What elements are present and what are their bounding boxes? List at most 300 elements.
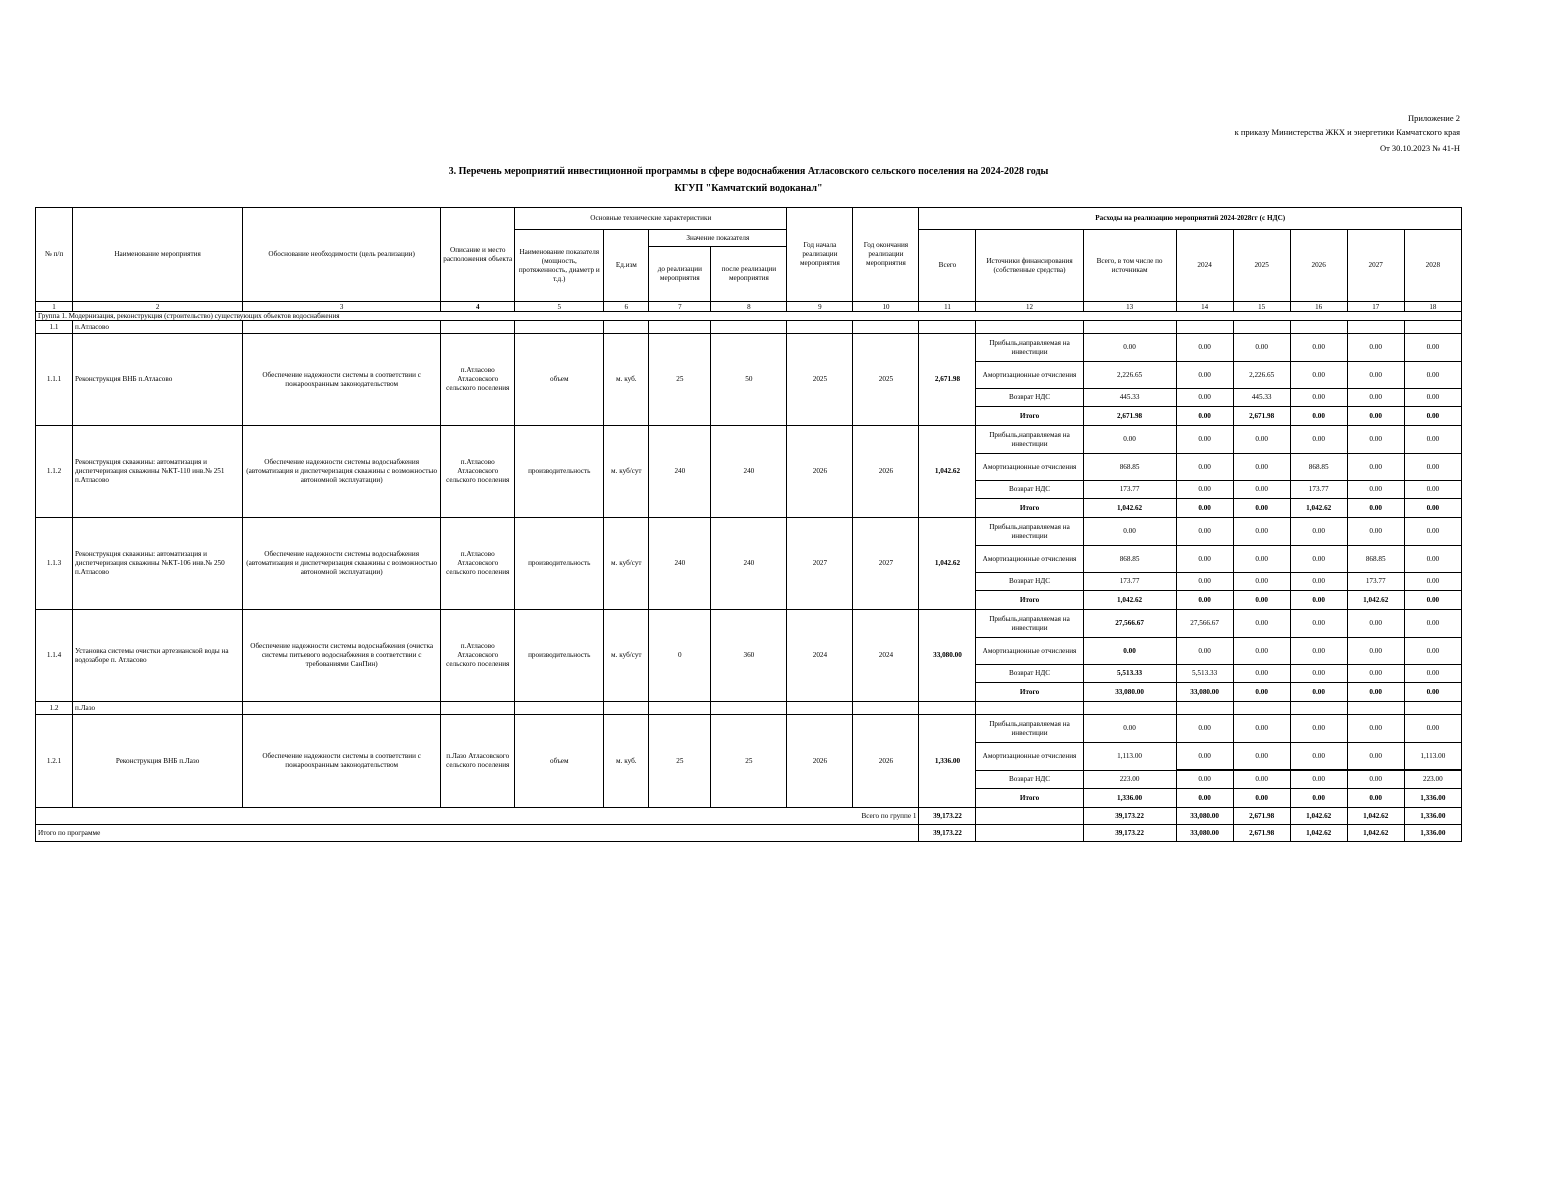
year-value: 0.00: [1347, 638, 1404, 665]
year-value: 0.00: [1290, 573, 1347, 591]
year-value: 0.00: [1290, 518, 1347, 546]
header-before: до реализации мероприятия: [649, 247, 711, 302]
column-number: 8: [711, 302, 787, 312]
column-number: 7: [649, 302, 711, 312]
source-total: 223.00: [1083, 770, 1176, 789]
total-all-sources: 39,173.22: [1083, 825, 1176, 842]
empty-cell: [243, 321, 441, 334]
empty-cell: [711, 702, 787, 715]
item-before: 240: [649, 518, 711, 610]
source-total: 1,042.62: [1083, 591, 1176, 610]
source-total: 868.85: [1083, 454, 1176, 481]
item-justification: Обеспечение надежности системы водоснабжения (автоматизация и диспетчеризация скважины с возможностью автономной эксплуатации): [243, 426, 441, 518]
document-title: 3. Перечень мероприятий инвестиционной программы в сфере водоснабжения Атласовского сельского поселения на 2024-2028 годы: [448, 166, 1049, 177]
table-row: [36, 715, 1462, 743]
year-value: 0.00: [1404, 454, 1461, 481]
source-total: 0.00: [1083, 715, 1176, 743]
year-value: 0.00: [1290, 407, 1347, 426]
year-value: 0.00: [1347, 407, 1404, 426]
column-number: 6: [604, 302, 649, 312]
year-value: 0.00: [1404, 499, 1461, 518]
year-value: 868.85: [1290, 454, 1347, 481]
source-label: Возврат НДС: [976, 665, 1083, 683]
item-total: 1,336.00: [919, 715, 976, 808]
source-total: 0.00: [1083, 426, 1176, 454]
year-value: 0.00: [1176, 334, 1233, 362]
header-location: Описание и место расположения объекта: [441, 208, 515, 302]
year-value: 868.85: [1347, 546, 1404, 573]
item-year-start: 2025: [787, 334, 853, 426]
empty-cell: [1404, 702, 1461, 715]
year-value: 0.00: [1176, 454, 1233, 481]
year-value: 223.00: [1404, 770, 1461, 789]
year-value: 0.00: [1404, 334, 1461, 362]
empty-cell: [604, 321, 649, 334]
item-before: 25: [649, 334, 711, 426]
total-year-value: 1,336.00: [1404, 825, 1461, 842]
item-location: п.Лазо Атласовского сельского поселения: [441, 715, 515, 808]
column-number: 15: [1233, 302, 1290, 312]
year-value: 0.00: [1233, 638, 1290, 665]
item-year-start: 2026: [787, 715, 853, 808]
item-num: 1.1.3: [36, 518, 73, 610]
source-label: Амортизационные отчисления: [976, 362, 1083, 389]
source-total: 27,566.67: [1083, 610, 1176, 638]
source-label: Прибыль,направляемая на инвестиции: [976, 426, 1083, 454]
header-2027: 2027: [1347, 230, 1404, 302]
column-number: 2: [73, 302, 243, 312]
item-unit: м. куб/сут: [604, 518, 649, 610]
year-value: 0.00: [1290, 591, 1347, 610]
year-value: 0.00: [1347, 481, 1404, 499]
item-total: 1,042.62: [919, 426, 976, 518]
year-value: 0.00: [1347, 454, 1404, 481]
item-unit: м. куб.: [604, 715, 649, 808]
year-value: 0.00: [1233, 715, 1290, 743]
year-value: 173.77: [1290, 481, 1347, 499]
header-after: после реализации мероприятия: [711, 247, 787, 302]
section-row: [36, 702, 1462, 715]
empty-cell: [976, 808, 1083, 825]
header-tech: Основные технические характеристики: [515, 208, 787, 230]
item-justification: Обеспечение надежности системы водоснабжения (очистка системы питьевого водоснабжения в соответствии с требованиями СанПин): [243, 610, 441, 702]
empty-cell: [649, 321, 711, 334]
item-year-end: 2026: [853, 426, 919, 518]
table-row: [36, 426, 1462, 454]
item-location: п.Атласово Атласовского сельского поселения: [441, 334, 515, 426]
table-row: [36, 518, 1462, 546]
empty-cell: [853, 321, 919, 334]
year-value: 0.00: [1233, 334, 1290, 362]
column-number: 10: [853, 302, 919, 312]
year-value: 0.00: [1404, 683, 1461, 702]
item-num: 1.1.4: [36, 610, 73, 702]
section-num: 1.1: [36, 321, 73, 334]
source-total: 1,042.62: [1083, 499, 1176, 518]
year-value: 0.00: [1233, 481, 1290, 499]
column-number: 18: [1404, 302, 1461, 312]
source-total: 173.77: [1083, 481, 1176, 499]
year-value: 0.00: [1404, 546, 1461, 573]
year-value: 0.00: [1404, 591, 1461, 610]
year-value: 0.00: [1176, 573, 1233, 591]
empty-cell: [711, 321, 787, 334]
year-value: 0.00: [1404, 665, 1461, 683]
item-name: Реконструкция ВНБ п.Лазо: [73, 715, 243, 808]
source-label: Прибыль,направляемая на инвестиции: [976, 610, 1083, 638]
source-label: Прибыль,направляемая на инвестиции: [976, 715, 1083, 743]
year-value: 0.00: [1347, 683, 1404, 702]
item-indicator: производительность: [515, 518, 604, 610]
empty-cell: [787, 321, 853, 334]
header-num: № п/п: [36, 208, 73, 302]
item-total: 2,671.98: [919, 334, 976, 426]
source-total: 5,513.33: [1083, 665, 1176, 683]
item-year-end: 2027: [853, 518, 919, 610]
column-number: 9: [787, 302, 853, 312]
header-year-end: Год окончания реализации мероприятия: [853, 208, 919, 302]
empty-cell: [1347, 702, 1404, 715]
total-label: Итого по программе: [36, 825, 919, 842]
item-unit: м. куб/сут: [604, 426, 649, 518]
item-justification: Обеспечение надежности системы в соответствии с пожароохранным законодательством: [243, 715, 441, 808]
empty-cell: [787, 702, 853, 715]
header-expenses: Расходы на реализацию мероприятий 2024-2028гг (с НДС): [919, 208, 1462, 230]
empty-cell: [441, 321, 515, 334]
item-total: 1,042.62: [919, 518, 976, 610]
empty-cell: [604, 702, 649, 715]
total-year-value: 1,042.62: [1347, 825, 1404, 842]
empty-cell: [1233, 702, 1290, 715]
year-value: 0.00: [1233, 573, 1290, 591]
year-value: 0.00: [1404, 407, 1461, 426]
year-value: 2,671.98: [1233, 407, 1290, 426]
table-row: [36, 334, 1462, 362]
source-total: 2,671.98: [1083, 407, 1176, 426]
year-value: 0.00: [1347, 362, 1404, 389]
total-year-value: 33,080.00: [1176, 808, 1233, 825]
year-value: 0.00: [1176, 407, 1233, 426]
year-value: 0.00: [1176, 426, 1233, 454]
source-label: Возврат НДС: [976, 481, 1083, 499]
year-value: 0.00: [1404, 362, 1461, 389]
item-year-start: 2026: [787, 426, 853, 518]
year-value: 33,080.00: [1176, 683, 1233, 702]
source-label: Итого: [976, 499, 1083, 518]
year-value: 27,566.67: [1176, 610, 1233, 638]
empty-cell: [1176, 702, 1233, 715]
source-label: Возврат НДС: [976, 770, 1083, 789]
item-after: 50: [711, 334, 787, 426]
empty-cell: [243, 702, 441, 715]
item-name: Реконструкция скважины: автоматизация и диспетчеризация скважины №КТ-106 инв.№ 250 п.Атласово: [73, 518, 243, 610]
year-value: 0.00: [1347, 715, 1404, 743]
header-2026: 2026: [1290, 230, 1347, 302]
empty-cell: [976, 825, 1083, 842]
total-year-value: 2,671.98: [1233, 808, 1290, 825]
total-all-sources: 39,173.22: [1083, 808, 1176, 825]
appendix-date: От 30.10.2023 № 41-Н: [1379, 143, 1460, 153]
header-2028: 2028: [1404, 230, 1461, 302]
item-location: п.Атласово Атласовского сельского поселения: [441, 518, 515, 610]
year-value: 0.00: [1404, 426, 1461, 454]
source-label: Возврат НДС: [976, 389, 1083, 407]
item-location: п.Атласово Атласовского сельского поселения: [441, 426, 515, 518]
source-total: 33,080.00: [1083, 683, 1176, 702]
header-sources: Источники финансирования (собственные средства): [976, 230, 1083, 302]
empty-cell: [976, 321, 1083, 334]
year-value: 0.00: [1176, 389, 1233, 407]
empty-cell: [441, 702, 515, 715]
section-row: [36, 321, 1462, 334]
item-indicator: производительность: [515, 610, 604, 702]
year-value: 1,042.62: [1290, 499, 1347, 518]
year-value: 0.00: [1404, 481, 1461, 499]
empty-cell: [1083, 321, 1176, 334]
column-number: 12: [976, 302, 1083, 312]
source-label: Итого: [976, 789, 1083, 808]
source-label: Амортизационные отчисления: [976, 743, 1083, 771]
year-value: 0.00: [1176, 362, 1233, 389]
year-value: 0.00: [1290, 770, 1347, 789]
year-value: 0.00: [1290, 715, 1347, 743]
header-unit: Ед.изм: [604, 230, 649, 302]
total-value: 39,173.22: [919, 808, 976, 825]
empty-cell: [515, 702, 604, 715]
column-numbers-row: [36, 302, 1462, 312]
year-value: 5,513.33: [1176, 665, 1233, 683]
empty-cell: [1290, 702, 1347, 715]
year-value: 2,226.65: [1233, 362, 1290, 389]
item-unit: м. куб.: [604, 334, 649, 426]
item-total: 33,080.00: [919, 610, 976, 702]
item-before: 0: [649, 610, 711, 702]
section-name: п.Атласово: [73, 321, 243, 334]
year-value: 0.00: [1404, 610, 1461, 638]
year-value: 0.00: [1233, 499, 1290, 518]
appendix-order: к приказу Министерства ЖКХ и энергетики Камчатского края: [1234, 127, 1460, 137]
item-name: Реконструкция ВНБ п.Атласово: [73, 334, 243, 426]
year-value: 0.00: [1290, 334, 1347, 362]
item-num: 1.1.2: [36, 426, 73, 518]
year-value: 0.00: [1290, 610, 1347, 638]
total-label: Всего по группе 1: [36, 808, 919, 825]
year-value: 0.00: [1233, 610, 1290, 638]
source-label: Амортизационные отчисления: [976, 454, 1083, 481]
empty-cell: [1347, 321, 1404, 334]
year-value: 0.00: [1233, 743, 1290, 771]
year-value: 0.00: [1176, 715, 1233, 743]
year-value: 0.00: [1176, 499, 1233, 518]
column-number: 5: [515, 302, 604, 312]
column-number: 3: [243, 302, 441, 312]
year-value: 0.00: [1233, 546, 1290, 573]
source-total: 2,226.65: [1083, 362, 1176, 389]
item-year-start: 2024: [787, 610, 853, 702]
item-year-end: 2025: [853, 334, 919, 426]
year-value: 0.00: [1290, 426, 1347, 454]
year-value: 173.77: [1347, 573, 1404, 591]
column-number: 4: [441, 302, 515, 312]
year-value: 0.00: [1176, 743, 1233, 771]
source-total: 1,336.00: [1083, 789, 1176, 808]
group-row: [36, 312, 1462, 321]
year-value: 0.00: [1347, 426, 1404, 454]
year-value: 0.00: [1347, 770, 1404, 789]
year-value: 0.00: [1176, 591, 1233, 610]
empty-cell: [1176, 321, 1233, 334]
empty-cell: [1404, 321, 1461, 334]
year-value: 0.00: [1290, 389, 1347, 407]
empty-cell: [976, 702, 1083, 715]
appendix-line: Приложение 2: [1408, 113, 1460, 123]
year-value: 0.00: [1233, 789, 1290, 808]
total-year-value: 1,042.62: [1347, 808, 1404, 825]
total-year-value: 33,080.00: [1176, 825, 1233, 842]
section-num: 1.2: [36, 702, 73, 715]
item-location: п.Атласово Атласовского сельского поселения: [441, 610, 515, 702]
source-label: Амортизационные отчисления: [976, 546, 1083, 573]
year-value: 1,336.00: [1404, 789, 1461, 808]
year-value: 445.33: [1233, 389, 1290, 407]
year-value: 0.00: [1347, 499, 1404, 518]
group-total-row: [36, 808, 1462, 825]
year-value: 0.00: [1347, 789, 1404, 808]
source-label: Итого: [976, 683, 1083, 702]
item-year-end: 2026: [853, 715, 919, 808]
source-label: Возврат НДС: [976, 573, 1083, 591]
year-value: 0.00: [1404, 518, 1461, 546]
item-before: 240: [649, 426, 711, 518]
year-value: 0.00: [1233, 518, 1290, 546]
empty-cell: [515, 321, 604, 334]
year-value: 1,113.00: [1404, 743, 1461, 771]
header-year-start: Год начала реализации мероприятия: [787, 208, 853, 302]
program-total-row: [36, 825, 1462, 842]
item-after: 240: [711, 426, 787, 518]
column-number: 16: [1290, 302, 1347, 312]
year-value: 0.00: [1290, 638, 1347, 665]
item-indicator: объем: [515, 715, 604, 808]
item-num: 1.1.1: [36, 334, 73, 426]
item-indicator: объем: [515, 334, 604, 426]
year-value: 0.00: [1404, 389, 1461, 407]
year-value: 0.00: [1176, 481, 1233, 499]
header-2025: 2025: [1233, 230, 1290, 302]
source-total: 1,113.00: [1083, 743, 1176, 771]
empty-cell: [919, 321, 976, 334]
table-row: [36, 610, 1462, 638]
year-value: 0.00: [1233, 426, 1290, 454]
empty-cell: [919, 702, 976, 715]
year-value: 0.00: [1176, 546, 1233, 573]
source-label: Итого: [976, 407, 1083, 426]
item-name: Установка системы очистки артезианской воды на водозаборе п. Атласово: [73, 610, 243, 702]
item-unit: м. куб/сут: [604, 610, 649, 702]
total-year-value: 1,042.62: [1290, 825, 1347, 842]
source-total: 0.00: [1083, 638, 1176, 665]
empty-cell: [1233, 321, 1290, 334]
total-year-value: 1,042.62: [1290, 808, 1347, 825]
section-name: п.Лазо: [73, 702, 243, 715]
column-number: 17: [1347, 302, 1404, 312]
source-total: 173.77: [1083, 573, 1176, 591]
source-label: Итого: [976, 591, 1083, 610]
group-title: Группа 1. Модернизация, реконструкция (строительство) существующих объектов водоснабжения: [36, 312, 1462, 321]
year-value: 0.00: [1176, 789, 1233, 808]
item-num: 1.2.1: [36, 715, 73, 808]
year-value: 0.00: [1404, 638, 1461, 665]
source-label: Амортизационные отчисления: [976, 638, 1083, 665]
item-indicator: производительность: [515, 426, 604, 518]
item-after: 240: [711, 518, 787, 610]
year-value: 0.00: [1290, 665, 1347, 683]
year-value: 0.00: [1233, 591, 1290, 610]
source-total: 0.00: [1083, 334, 1176, 362]
source-total: 445.33: [1083, 389, 1176, 407]
year-value: 0.00: [1233, 770, 1290, 789]
year-value: 0.00: [1233, 683, 1290, 702]
column-number: 14: [1176, 302, 1233, 312]
year-value: 1,042.62: [1347, 591, 1404, 610]
item-after: 25: [711, 715, 787, 808]
year-value: 0.00: [1347, 610, 1404, 638]
column-number: 13: [1083, 302, 1176, 312]
year-value: 0.00: [1290, 546, 1347, 573]
column-number: 1: [36, 302, 73, 312]
item-year-end: 2024: [853, 610, 919, 702]
item-year-start: 2027: [787, 518, 853, 610]
source-label: Прибыль,направляемая на инвестиции: [976, 334, 1083, 362]
year-value: 0.00: [1290, 743, 1347, 771]
total-value: 39,173.22: [919, 825, 976, 842]
year-value: 0.00: [1233, 454, 1290, 481]
year-value: 0.00: [1347, 665, 1404, 683]
empty-cell: [853, 702, 919, 715]
item-justification: Обеспечение надежности системы в соответствии с пожароохранным законодательством: [243, 334, 441, 426]
item-after: 360: [711, 610, 787, 702]
header-indicator-value: Значение показателя: [649, 230, 787, 247]
header-2024: 2024: [1176, 230, 1233, 302]
source-label: Прибыль,направляемая на инвестиции: [976, 518, 1083, 546]
source-total: 0.00: [1083, 518, 1176, 546]
appendix-note: [1235, 111, 1460, 155]
investment-table: [35, 207, 1462, 842]
empty-cell: [1290, 321, 1347, 334]
header-total: Всего: [919, 230, 976, 302]
header-total-sources: Всего, в том числе по источникам: [1083, 230, 1176, 302]
year-value: 0.00: [1347, 743, 1404, 771]
total-year-value: 1,336.00: [1404, 808, 1461, 825]
empty-cell: [1083, 702, 1176, 715]
header-name: Наименование мероприятия: [73, 208, 243, 302]
year-value: 0.00: [1347, 389, 1404, 407]
item-name: Реконструкция скважины: автоматизация и диспетчеризация скважины №КТ-110 инв.№ 251 п.Атласово: [73, 426, 243, 518]
header-indicator-name: Наименование показателя (мощность, протяженность, диаметр и т.д.): [515, 230, 604, 302]
year-value: 0.00: [1176, 518, 1233, 546]
year-value: 0.00: [1233, 665, 1290, 683]
item-before: 25: [649, 715, 711, 808]
year-value: 0.00: [1404, 573, 1461, 591]
item-justification: Обеспечение надежности системы водоснабжения (автоматизация и диспетчеризация скважины с возможностью автономной эксплуатации): [243, 518, 441, 610]
total-year-value: 2,671.98: [1233, 825, 1290, 842]
empty-cell: [649, 702, 711, 715]
year-value: 0.00: [1290, 683, 1347, 702]
year-value: 0.00: [1176, 638, 1233, 665]
year-value: 0.00: [1347, 518, 1404, 546]
year-value: 0.00: [1290, 362, 1347, 389]
year-value: 0.00: [1176, 770, 1233, 789]
